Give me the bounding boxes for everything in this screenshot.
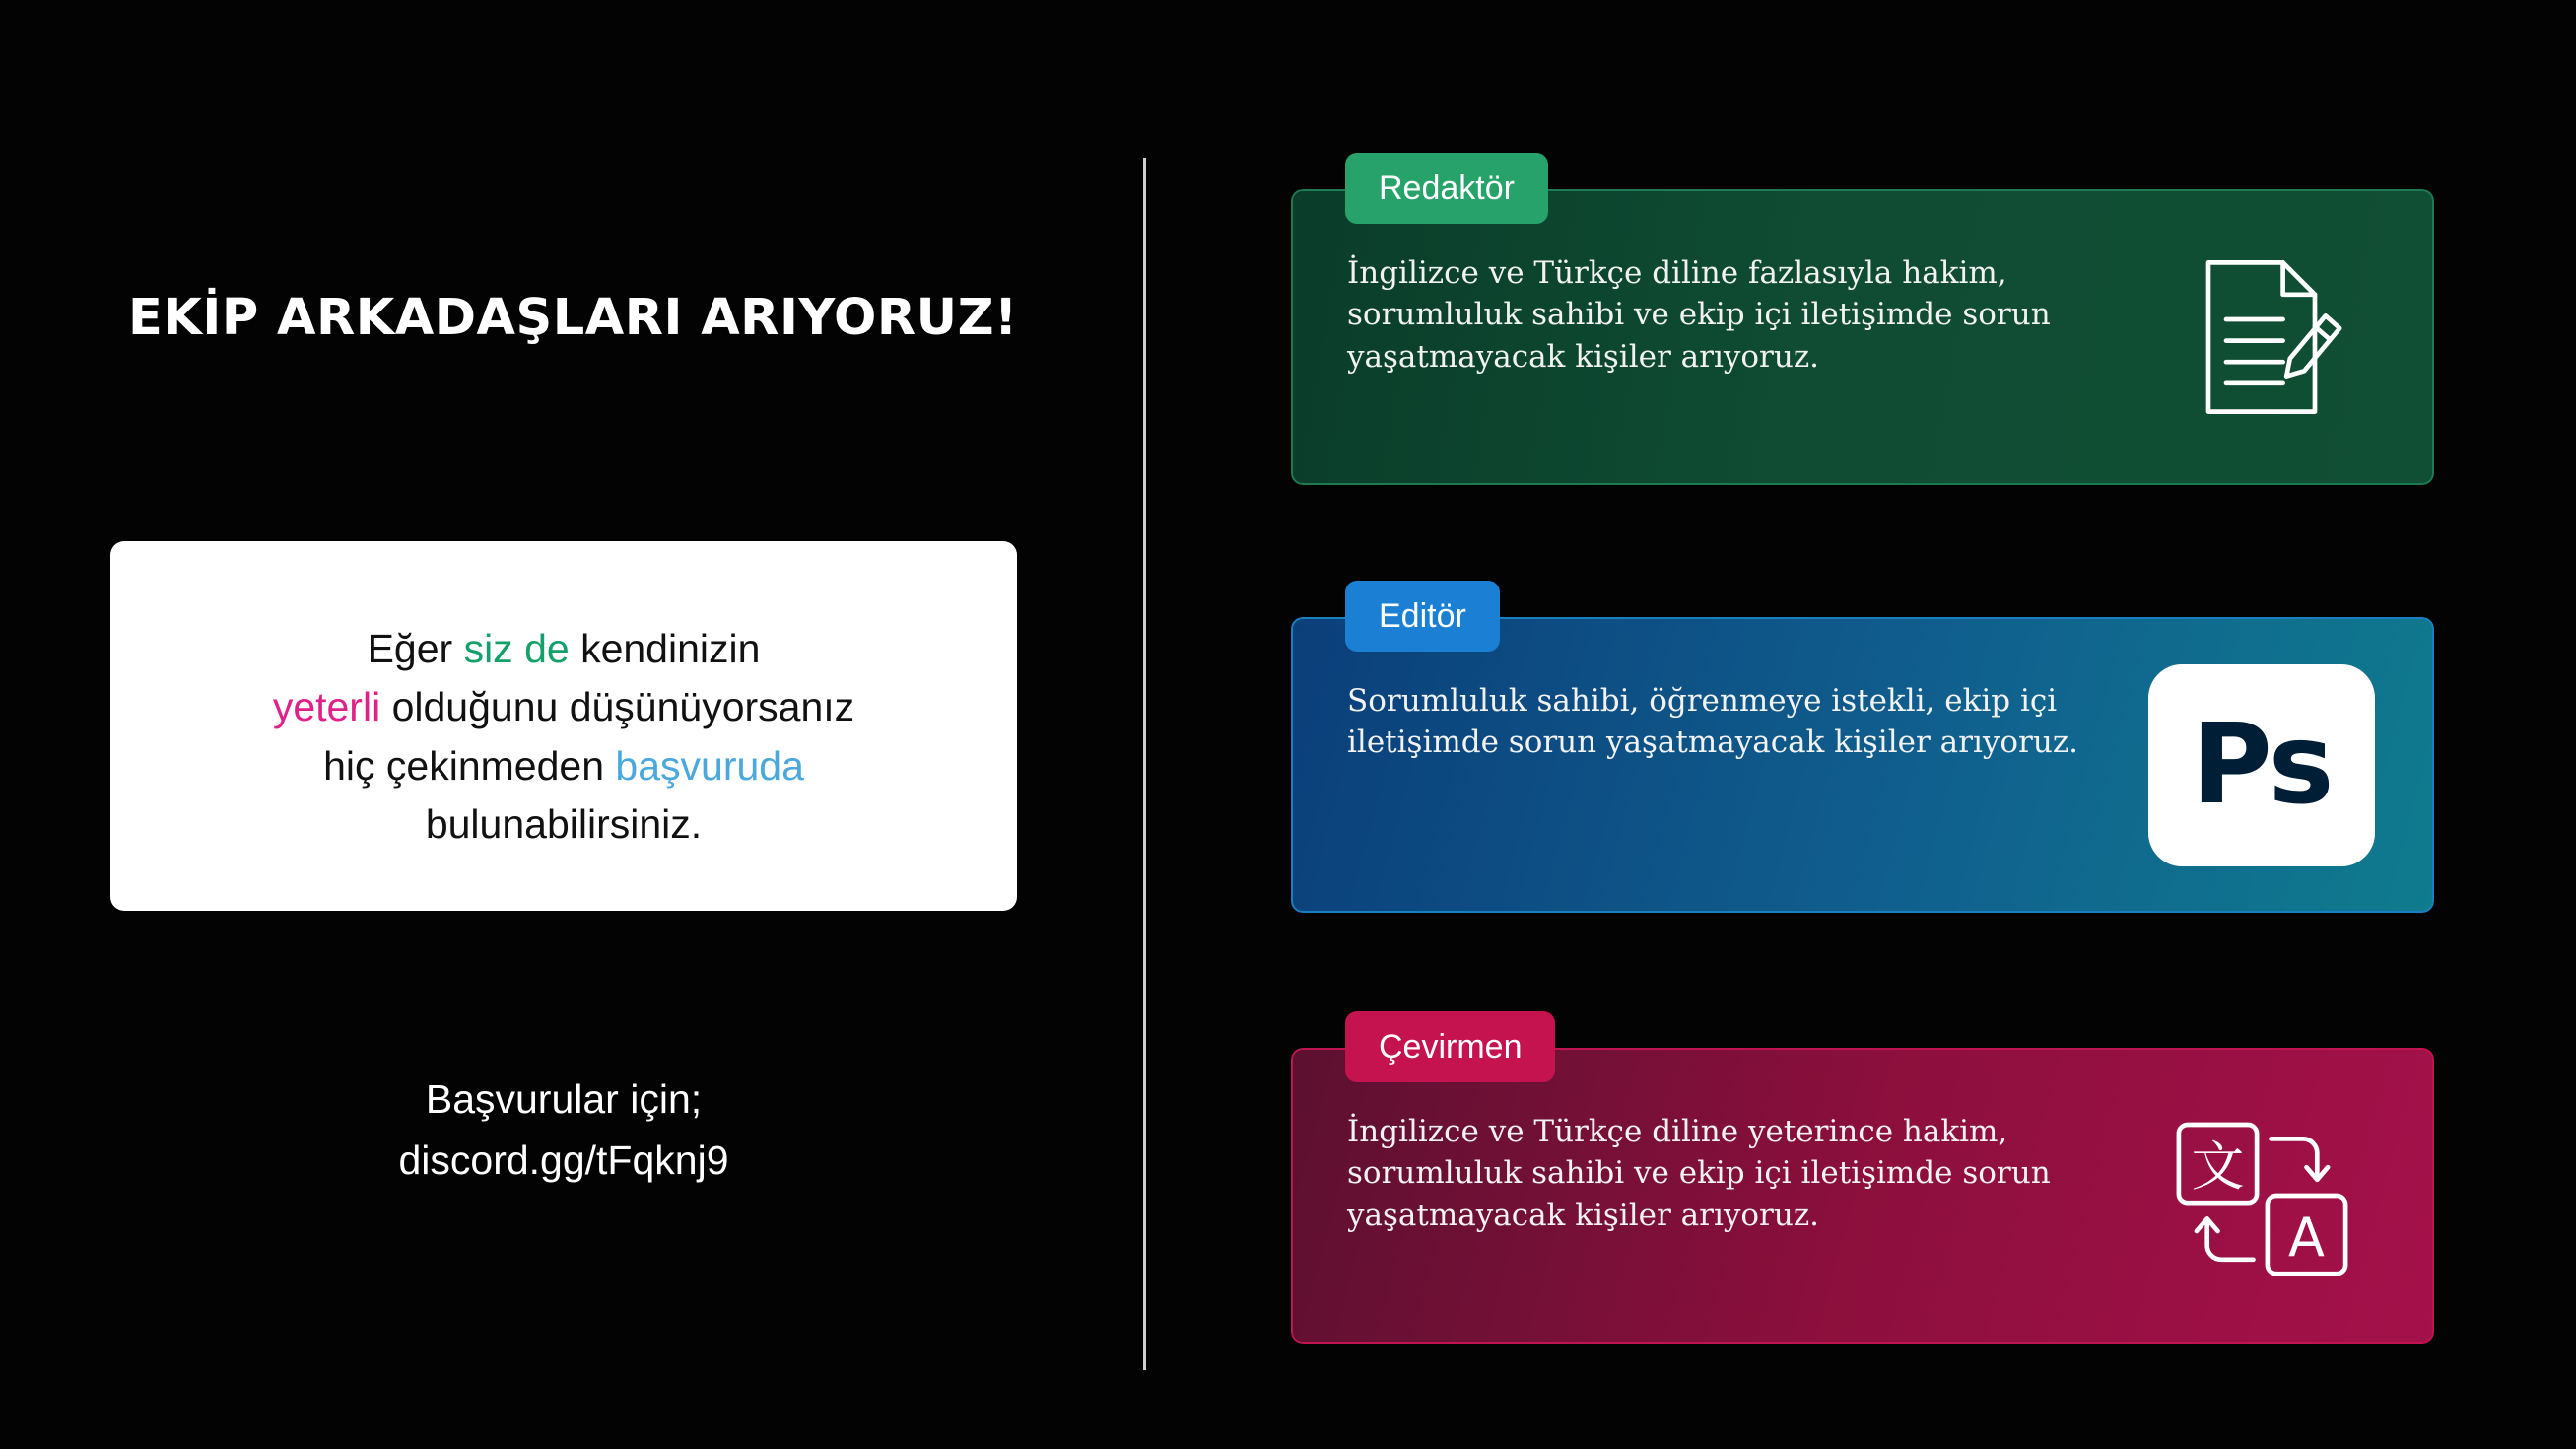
svg-text:文: 文 [2191, 1136, 2244, 1199]
callout-text-part: Eğer [367, 626, 464, 671]
document-with-pencil-icon [2148, 234, 2375, 441]
apply-label: Başvurular için; [425, 1076, 703, 1122]
callout-highlight-basvuruda: başvuruda [615, 742, 804, 789]
callout-line-3 [110, 737, 1017, 795]
role-card-editor[interactable] [1291, 617, 2434, 913]
role-card-body [1291, 1048, 2434, 1344]
callout-text-part: kendinizin [569, 626, 761, 671]
role-tab-editor[interactable] [1345, 581, 1500, 652]
callout-text-part: hiç çekinmeden [323, 742, 616, 789]
vertical-divider [1143, 158, 1146, 1370]
page-title: EKİP ARKADAŞLARI ARIYORUZ! [128, 289, 1018, 347]
photoshop-icon-label: Ps [2148, 664, 2375, 866]
role-description: Sorumluluk sahibi, öğrenmeye istekli, ekip içi iletişimde sorun yaşatmayacak kişiler arıyoruz. [1347, 683, 2079, 761]
role-tab-label: Editör [1379, 596, 1466, 635]
callout-card-text [110, 620, 1017, 855]
role-tab-cevirmen[interactable] [1345, 1011, 1555, 1082]
callout-line-4 [110, 795, 1017, 854]
callout-line-2 [110, 678, 1017, 736]
apply-block [110, 1070, 1017, 1191]
svg-text:A: A [2287, 1207, 2325, 1270]
discord-invite-link[interactable]: discord.gg/tFqknj9 [398, 1137, 729, 1183]
photoshop-icon [2148, 661, 2375, 868]
callout-text-part: bulunabilirsiniz. [425, 801, 703, 848]
translate-icon [2148, 1092, 2375, 1299]
left-column [0, 0, 1143, 1449]
role-card-cevirmen[interactable] [1291, 1048, 2434, 1344]
role-card-body [1291, 189, 2434, 485]
callout-text-part: olduğunu düşünüyorsanız [380, 684, 855, 730]
role-tab-label: Çevirmen [1379, 1027, 1523, 1066]
role-card-body [1291, 617, 2434, 913]
callout-card [110, 541, 1017, 911]
callout-line-1 [110, 620, 1017, 678]
roles-column [1291, 0, 2503, 1449]
callout-highlight-siz-de: siz de [463, 626, 570, 671]
role-card-redaktor[interactable] [1291, 189, 2434, 485]
role-tab-label: Redaktör [1379, 169, 1515, 207]
role-description: İngilizce ve Türkçe diline yeterince hakim, sorumluluk sahibi ve ekip içi iletişimde sorun yaşatmayacak kişiler arıyoruz. [1347, 1114, 2051, 1233]
role-tab-redaktor[interactable] [1345, 153, 1548, 224]
role-description: İngilizce ve Türkçe diline fazlasıyla hakim, sorumluluk sahibi ve ekip içi iletişimde sorun yaşatmayacak kişiler arıyoruz. [1347, 255, 2051, 375]
callout-highlight-yeterli: yeterli [272, 684, 381, 730]
